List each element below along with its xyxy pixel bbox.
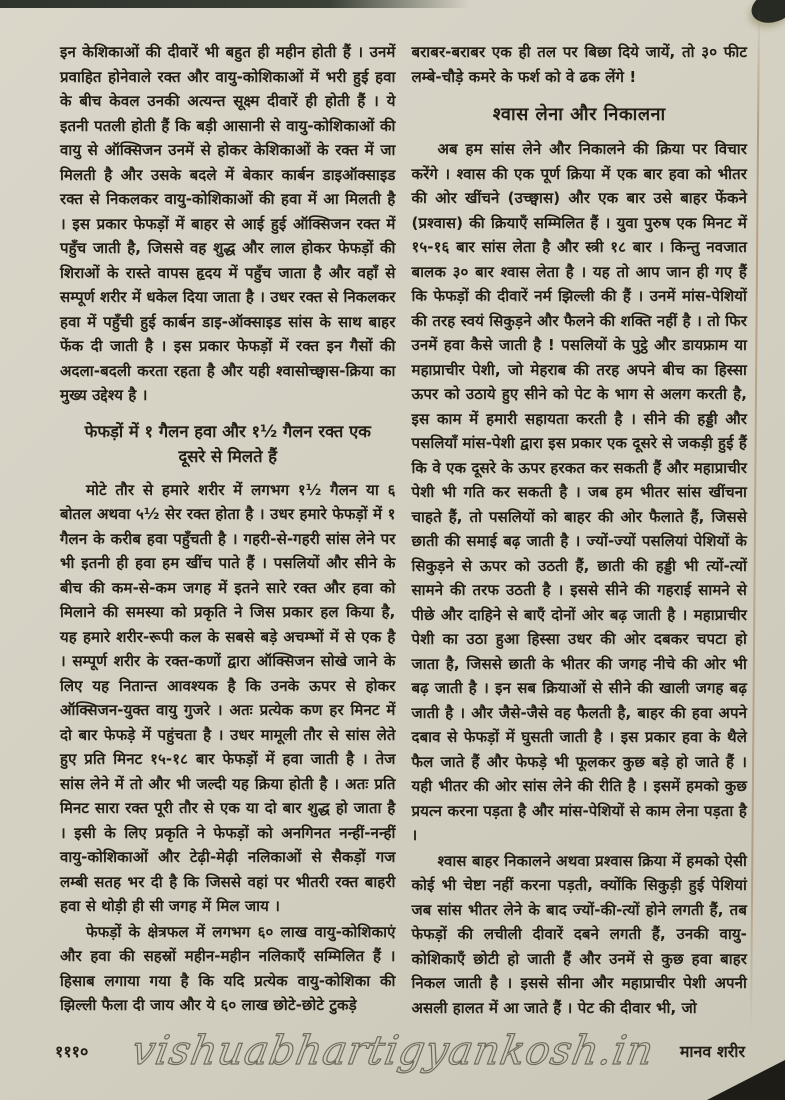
paragraph-lung-area: फेफड़ों के क्षेत्रफल में लगभग ६० लाख वायु-कोशिकाएं और हवा की सहस्रों महीन-महीन नलिकाएँ सम्मिलित हैं । हिसाब लगाया गया है कि यदि प्रत्येक वायु-कोशिका की झिल्ली फैला दी जाय और ये ६० लाख छोटे-छोटे टुकड़े — [60, 922, 396, 1014]
scan-shadow-bottom-right — [707, 1060, 785, 1100]
left-column — [60, 40, 396, 1021]
right-column — [412, 40, 748, 1021]
page-footer — [55, 1040, 745, 1062]
heading-gallon-air-blood: फेफड़ों में १ गैलन हवा और १½ गैलन रक्त एक दूसरे से मिलते हैं — [84, 421, 371, 466]
scan-blot-top-right — [747, 0, 785, 28]
paragraph-floor-cover: बराबर-बराबर एक ही तल पर बिछा दिये जायें, तो ३० फीट लम्बे-चौड़े कमरे के फर्श को वे ढक लेंगे ! — [411, 43, 747, 86]
site-watermark: vishuabhartigyankosh.in — [127, 1028, 658, 1074]
scan-shadow-top — [0, 0, 470, 8]
section-title: मानव शरीर — [679, 1042, 745, 1061]
paragraph-capillaries: इन केशिकाओं की दीवारें भी बहुत ही महीन होती हैं । उनमें प्रवाहित होनेवाले रक्त और वायु-कोशिकाओं में भरी हुई हवा के बीच केवल उनकी अत्यन्त सूक्ष्म दीवारें ही होती हैं । ये इतनी पतली होती हैं कि बड़ी आसानी से वायु-कोशिकाओं की वायु से ऑक्सिजन उनमें से होकर केशिकाओं के रक्त में जा मिलती है और उसके बदले में बेकार कार्बन डाइऑक्साइड रक्त से निकलकर वायु-कोशिकाओं की हवा में आ मिलती है । इस प्रकार फेफड़ों में बाहर से आई हुई ऑक्सिजन रक्त में पहुँच जाती है, जिससे वह शुद्ध और लाल होकर फेफड़ों की शिराओं के रास्ते वापस हृदय में पहुँच जाता है और वहाँ से सम्पूर्ण शरीर में धकेल दिया जाता है । उधर रक्त से निकलकर हवा में पहुँची हुई कार्बन डाइ-ऑक्साइड सांस के साथ बाहर फेंक दी जाती है । इस प्रकार फेफड़ों में रक्त इन गैसों की अदला-बदली करता रहता है और यही श्वासोच्छ्वास-क्रिया का मुख्य उद्देश्य है । — [60, 43, 396, 404]
paragraph-breathing-process: अब हम सांस लेने और निकालने की क्रिया पर विचार करेंगे । श्वास की एक पूर्ण क्रिया में एक बार हवा को भीतर की ओर खींचने (उच्छ्वास) और एक बार उसे बाहर फेंकने (प्रश्वास) की क्रियाएँ सम्मिलित हैं । युवा पुरुष एक मिनट में १५-१६ बार सांस लेता है और स्त्री १८ बार । किन्तु नवजात बालक ३० बार श्वास लेता है । यह तो आप जान ही गए हैं कि फेफड़ों की दीवारें नर्म झिल्ली की हैं । उनमें मांस-पेशियों की तरह स्वयं सिकुड़ने और फैलने की शक्ति नहीं है । तो फिर उनमें हवा कैसे जाती है ! पसलियों के पुट्ठे और डायफ्राम या महाप्राचीर पेशी, जो मेहराब की तरह अपने बीच का हिस्सा ऊपर को उठाये हुए सीने को पेट के भाग से अलग करती है, इस काम में हमारी सहायता करती है । सीने की हड्डी और पसलियाँ मांस-पेशी द्वारा इस प्रकार एक दूसरे से जकड़ी हुई हैं कि वे एक दूसरे के ऊपर हरकत कर सकती हैं और महाप्राचीर पेशी भी गति कर सकती है । जब हम भीतर सांस खींचना चाहते हैं, तो पसलियों को बाहर की ओर फैलाते हैं, जिससे छाती की समाई बढ़ जाती है । ज्यों-ज्यों पसलियां पेशियों के सिकुड़ने से ऊपर को उठती हैं, छाती की हड्डी भी त्यों-त्यों सामने की तरफ उठती है । इससे सीने की गहराई सामने से पीछे और दाहिने से बाएँ दोनों ओर बढ़ जाती है । महाप्राचीर पेशी का उठा हुआ हिस्सा उधर की ओर दबकर चपटा हो जाता है, जिससे छाती के भीतर की जगह नीचे की ओर भी बढ़ जाती है । इन सब क्रियाओं से सीने की खाली जगह बढ़ जाती है । और जैसे-जैसे वह फैलती है, बाहर की हवा अपने दबाव से फेफड़ों में घुसती जाती है । इस प्रकार हवा के थैले फैल जाते हैं और फेफड़े भी फूलकर कुछ बड़े हो जाते हैं । यही भीतर की ओर सांस लेने की रीति है । इसमें हमको कुछ प्रयत्न करना पड़ता है और मांस-पेशियों से काम लेना पड़ता है । — [411, 140, 748, 844]
paragraph-exhalation: श्वास बाहर निकालने अथवा प्रश्वास क्रिया में हमको ऐसी कोई भी चेष्टा नहीं करना पड़ती, क्योंकि सिकुड़ी हुई पेशियां जब सांस भीतर लेने के बाद ज्यों-की-त्यों होने लगती हैं, तब फेफड़ों की लचीली दीवारें दबने लगती हैं, उनकी वायु-कोशिकाएँ छोटी हो जाती हैं और उनमें से कुछ हवा बाहर निकल जाती है । इससे सीना और महाप्राचीर पेशी अपनी असली हालत में आ जाते हैं । पेट की दीवार भी, जो — [411, 851, 747, 1017]
page-number: १११० — [55, 1042, 89, 1061]
paragraph-blood-air-mix: मोटे तौर से हमारे शरीर में लगभग १½ गैलन या ६ बोतल अथवा ५½ सेर रक्त होता है । उधर हमारे फेफड़ों में १ गैलन के करीब हवा पहुँचती है । गहरी-से-गहरी सांस लेने पर भी इतनी ही हवा हम खींच पाते हैं । पसलियों और सीने के बीच की कम-से-कम जगह में इतने सारे रक्त और हवा को मिलाने की समस्या को प्रकृति ने जिस प्रकार हल किया है, यह हमारे शरीर-रूपी कल के सबसे बड़े अचम्भों में से एक है । सम्पूर्ण शरीर के रक्त-कणों द्वारा ऑक्सिजन सोखे जाने के लिए यह नितान्त आवश्यक है कि उनके ऊपर से होकर ऑक्सिजन-युक्त वायु गुजरे । अतः प्रत्येक कण हर मिनट में दो बार फेफड़े में पहुंचता है । उधर मामूली तौर से सांस लेते हुए प्रति मिनट १५-१८ बार फेफड़ों में हवा जाती है । तेज सांस लेने में तो और भी जल्दी यह क्रिया होती है । अतः प्रति मिनट सारा रक्त पूरी तौर से एक या दो बार शुद्ध हो जाता है । इसी के लिए प्रकृति ने फेफड़ों को अनगिनत नन्हीं-नन्हीं वायु-कोशिकाओं और टेढ़ी-मेढ़ी नलिकाओं से सैकड़ों गज लम्बी सतह भर दी है कि जिससे वहां पर भीतरी रक्त बाहरी हवा से थोड़ी ही सी जगह में मिल जाय । — [60, 480, 396, 915]
two-column-text — [60, 40, 747, 1021]
heading-inhale-exhale: श्वास लेना और निकालना — [492, 104, 666, 125]
page-edge-crease — [750, 4, 760, 1034]
